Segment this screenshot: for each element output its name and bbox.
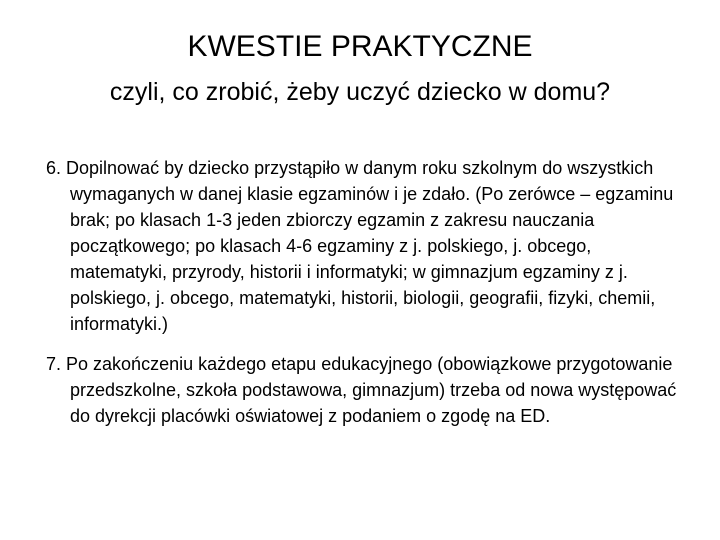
list-item: 7. Po zakończeniu każdego etapu edukacyjnego (obowiązkowe przygotowanie przedszkolne, szkoła podstawowa, gimnazjum) trzeba od nowa występować do dyrekcji placówki oświatowej z podaniem o zgodę na ED. — [46, 354, 677, 426]
content-list — [46, 155, 686, 443]
slide-subtitle: czyli, co zrobić, żeby uczyć dziecko w domu? — [109, 78, 611, 106]
list-item: 6. Dopilnować by dziecko przystąpiło w danym roku szkolnym do wszystkich wymaganych w danej klasie egzaminów i je zdało. (Po zerówce – egzaminu brak; po klasach 1-3 jeden zbiorczy egzamin z zakresu nauczania początkowego; po klasach 4-6 egzaminy z j. polskiego, j. obcego, matematyki, przyrody, historii i informatyki; w gimnazjum egzaminy z j. polskiego, j. obcego, matematyki, historii, biologii, geografii, fizyki, chemii, informatyki.) — [46, 158, 674, 334]
slide-title: KWESTIE PRAKTYCZNE — [187, 30, 533, 63]
